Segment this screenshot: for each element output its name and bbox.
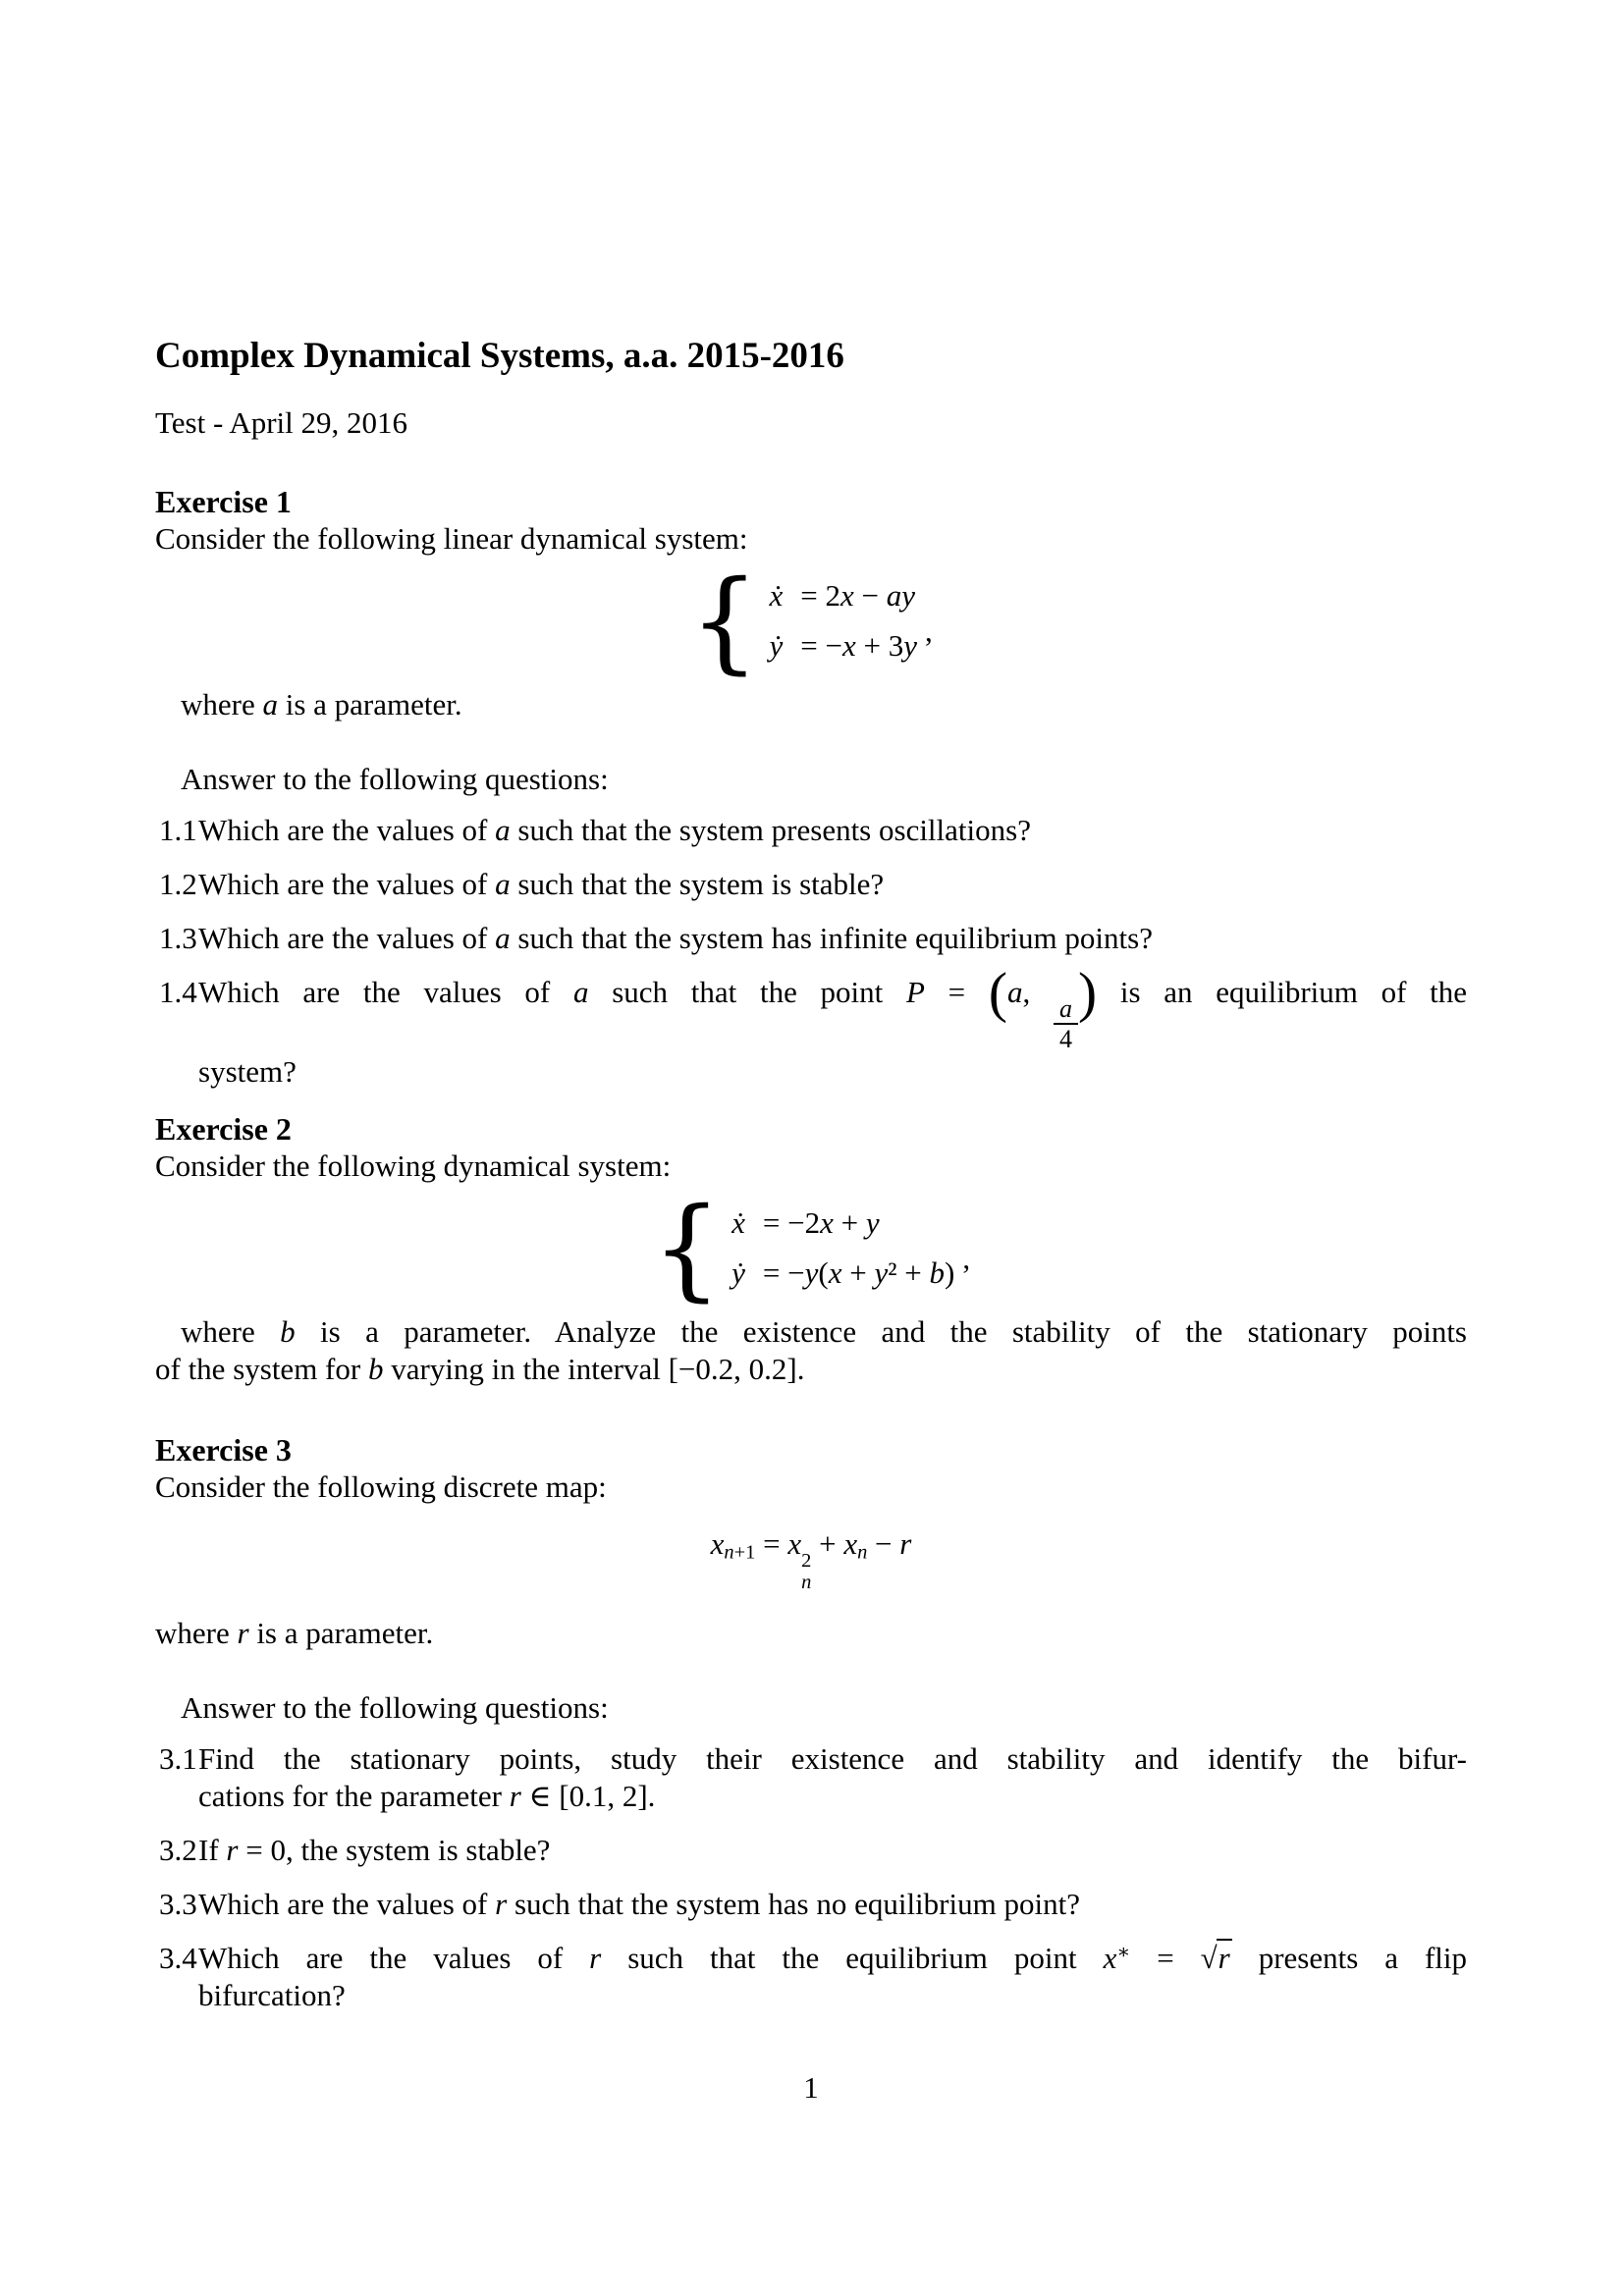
question-line-1: Find the stationary points, study their existence and stability and identify the bifur-	[198, 1741, 1467, 1777]
exercise-2-body	[155, 1313, 1467, 1388]
equation-comma: ,	[925, 613, 933, 648]
question-text	[198, 1940, 1467, 2014]
question-text	[198, 961, 1468, 1091]
exercise-3-question-list	[155, 1740, 1467, 2014]
question-1-3	[155, 920, 1467, 957]
test-date: Test - April 29, 2016	[155, 405, 408, 440]
equation-lhs: ẋ	[769, 578, 784, 613]
question-text: Which are the values of a such that the system presents oscillations?	[198, 813, 1031, 847]
equation-lhs: ẏ	[769, 628, 784, 663]
exercise-1-answer-prompt: Answer to the following questions:	[181, 762, 609, 796]
page-number: 1	[803, 2070, 819, 2106]
cases-block: { ẋ = 2x − ay ẏ = −x + 3y ,	[689, 557, 933, 685]
question-3-1	[155, 1740, 1467, 1815]
document-title: Complex Dynamical Systems, a.a. 2015-2016	[155, 336, 844, 376]
equation-rhs: = −2x + y	[762, 1205, 880, 1241]
exercise-2-intro: Consider the following dynamical system:	[155, 1148, 672, 1184]
question-line-2: bifurcation?	[198, 1978, 346, 2013]
exercise-3-intro: Consider the following discrete map:	[155, 1469, 607, 1505]
question-1-4	[155, 961, 1468, 1091]
exercise-1-section	[155, 483, 1467, 1091]
question-label: 3.1	[159, 1741, 197, 1777]
question-label: 1.4	[159, 975, 197, 1009]
exercise-1-system-equation	[155, 557, 1467, 685]
question-line-1: Which are the values of a such that the point P = (a, $\frac{a}{4}$ ) is an equilibrium of the	[198, 961, 1468, 1054]
equation-lhs: ẋ	[731, 1205, 745, 1241]
question-label: 1.1	[159, 813, 197, 847]
equation-rows	[731, 1204, 954, 1292]
question-line-2: system?	[198, 1054, 297, 1090]
question-label: 1.2	[159, 867, 197, 901]
question-1-2	[155, 866, 1467, 903]
exercise-1-where: where a is a parameter.	[181, 687, 462, 721]
equation-lhs: ẏ	[731, 1255, 745, 1291]
exercise-1-heading: Exercise 1	[155, 484, 292, 519]
question-text: Which are the values of a such that the system has infinite equilibrium points?	[198, 921, 1153, 955]
question-label: 3.3	[159, 1887, 197, 1922]
question-label: 3.4	[159, 1941, 197, 1976]
question-line-1: Which are the values of r such that the equilibrium point x∗ = √r presents a flip	[198, 1941, 1468, 1976]
equation-rhs: = −x + 3y	[800, 628, 917, 663]
exercise-3-section	[155, 1431, 1467, 2014]
question-text: Which are the values of a such that the system is stable?	[198, 867, 885, 901]
equation-rhs: = 2x − ay	[800, 578, 916, 613]
exercise-2-heading: Exercise 2	[155, 1111, 292, 1148]
question-line-2: cations for the parameter r ∈ [0.1, 2].	[198, 1779, 656, 1814]
exercise-1-intro: Consider the following linear dynamical system:	[155, 521, 748, 556]
exercise-3-where: where r is a parameter.	[155, 1616, 434, 1651]
question-3-2	[155, 1832, 1467, 1869]
question-text	[198, 1740, 1467, 1815]
question-text: If r = 0, the system is stable?	[198, 1833, 551, 1868]
body-line-1: where b is a parameter. Analyze the existence and the stability of the stationary points	[181, 1314, 1467, 1350]
discrete-map-expression: $x_{n+1} = x$ 2 n + $x_n - r$	[710, 1526, 912, 1594]
question-text: Which are the values of r such that the system has no equilibrium point?	[198, 1887, 1080, 1922]
question-1-1	[155, 812, 1467, 849]
question-3-3	[155, 1886, 1467, 1923]
exercise-1-question-list	[155, 812, 1467, 1091]
question-label: 3.2	[159, 1833, 197, 1868]
exercise-2-section	[155, 1110, 1467, 1388]
question-3-4	[155, 1940, 1467, 2014]
exercise-3-heading: Exercise 3	[155, 1432, 292, 1468]
equation-rhs: = −y(x + y² + b)	[762, 1255, 955, 1291]
exercise-3-answer-prompt: Answer to the following questions:	[181, 1690, 609, 1726]
question-label: 1.3	[159, 921, 197, 955]
exercise-2-system-equation	[155, 1184, 1467, 1312]
equation-comma: ,	[962, 1240, 971, 1275]
equation-rows	[770, 577, 918, 665]
cases-block: { ẋ = −2x + y ẏ = −y(x + y² + b) ,	[651, 1184, 971, 1312]
exercise-3-map-equation	[155, 1525, 1467, 1593]
body-line-2: of the system for b varying in the interval [−0.2, 0.2].	[155, 1352, 805, 1387]
